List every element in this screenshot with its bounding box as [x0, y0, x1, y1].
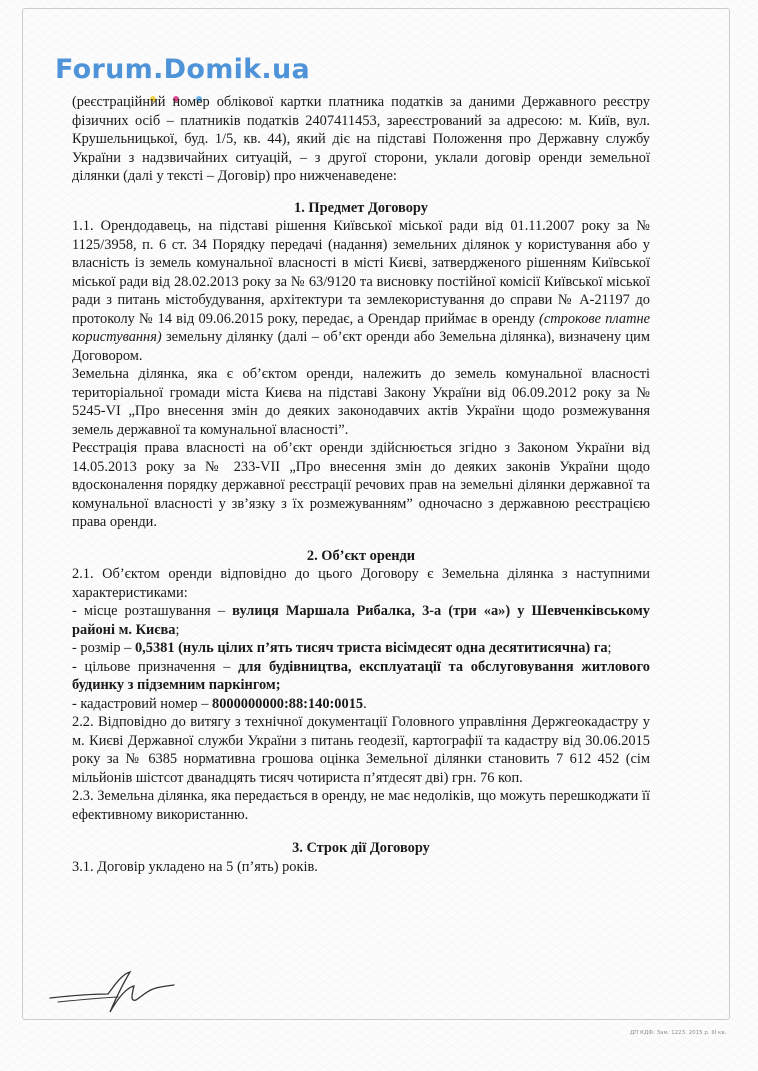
- clause-1-1: [72, 217, 650, 365]
- forum-watermark-logo: Forum.Domik.ua: [55, 54, 311, 85]
- purpose-value: для будівництва, експлуатації та обслуговування житлового будинку з підземним паркінгом;: [72, 658, 650, 693]
- purpose-label: - цільове призначення –: [72, 658, 239, 675]
- size-value: 0,5381 (нуль цілих п’ять тисяч триста вісімдесят одна десятитисячна) га: [134, 640, 608, 656]
- section-3-title: 3. Строк дії Договору: [292, 840, 430, 856]
- printer-stamp: ДП КДФ. Зам. 1223. 2015 р. III кв.: [630, 1030, 727, 1036]
- purpose-item: [72, 658, 650, 695]
- clause-2-1: 2.1. Об’єктом оренди відповідно до цього Договору є Земельна ділянка з наступними характеристиками:: [72, 566, 650, 601]
- size-end: ;: [607, 640, 612, 656]
- clause-3-1: 3.1. Договір укладено на 5 (п’ять) років.: [72, 858, 318, 875]
- location-item: [72, 602, 650, 639]
- section-1-title: 1. Предмет Договору: [294, 199, 428, 216]
- cadastral-value: 8000000000:88:140:0015: [212, 695, 364, 712]
- clause-1-1-text-a: 1.1. Орендодавець, на підставі рішення Київської міської ради від 01.11.2007 року за № 1125/3958, п. 6 ст. 34 Порядку передачі (надання) земельних ділянок у користування або у власність із земель комунальної власності в місті Києві, затвердженого рішенням Київської міської ради від 28.02.2013 року за № 63/9120 та висновку постійної комісії Київської міської ради з питань містобудування, архітектури та землекористування до справи № А-21197 до протоколу № 14 від 09.06.2015 року, передає, а Орендар приймає в оренду: [72, 218, 650, 327]
- clause-2-2: 2.2. Відповідно до витягу з технічної документації Головного управління Держгеокадастру у м. Києві Державної служби України з питань геодезії, картографії та кадастру від 30.06.2015 року за № 6385 нормативна грошова оцінка Земельної ділянки становить 7 612 452 (сім мільйонів шістсот дванадцять тисяч чотириста п’ятдесят дві) грн. 76 коп.: [72, 714, 650, 786]
- intro-paragraph: (реєстраційний номер облікової картки платника податків за даними Державного реєстру фізичних осіб – платників податків 2407411453, зареєстрований за адресою: м. Київ, вул. Крушельницької, буд. 1/5, кв. 44), який діє на підставі Положення про Державну службу України з надзвичайних ситуацій, – з другої сторони, уклали договір оренди земельної ділянки (далі у тексті – Договір) про нижченаведене:: [72, 94, 650, 184]
- cadastral-item: [72, 695, 650, 714]
- clause-1-1-text-b: земельну ділянку (далі – об’єкт оренди або Земельна ділянка), визначену цим Договором.: [72, 329, 650, 364]
- clause-1-1-italic: (строкове платне користування): [72, 310, 650, 345]
- ownership-paragraph: Земельна ділянка, яка є об’єктом оренди, належить до земель комунальної власності територіальної громади міста Києва на підставі Закону України від 06.09.2012 року за № 5245-VI „Про внесення змін до деяких законодавчих актів України щодо розмежування земель державної та комунальної власності”.: [72, 366, 650, 438]
- section-2-title: 2. Об’єкт оренди: [306, 547, 416, 564]
- signature-icon: [48, 968, 178, 1018]
- size-label: - розмір –: [72, 640, 135, 656]
- cadastral-label: - кадастровий номер –: [72, 695, 212, 712]
- location-value: вулиця Маршала Рибалка, 3-а (три «а») у Шевченківському районі м. Києва: [72, 603, 650, 638]
- location-end: ;: [175, 621, 180, 638]
- clause-2-3: 2.3. Земельна ділянка, яка передається в оренду, не має недоліків, що можуть перешкоджати її ефективному використанню.: [72, 788, 650, 823]
- cadastral-end: .: [363, 695, 367, 712]
- size-item: [72, 639, 650, 658]
- registration-paragraph: Реєстрація права власності на об’єкт оренди здійснюється згідно з Законом України від 14.05.2013 року за № 233-VII „Про внесення змін до деяких законів України щодо вдосконалення порядку державної реєстрації речових прав на земельні ділянки державної та комунальної власності у зв’язку з їх розмежуванням” одночасно з державною реєстрацією права оренди.: [72, 440, 650, 530]
- location-label: - місце розташування –: [72, 603, 233, 619]
- document-body: [72, 93, 650, 876]
